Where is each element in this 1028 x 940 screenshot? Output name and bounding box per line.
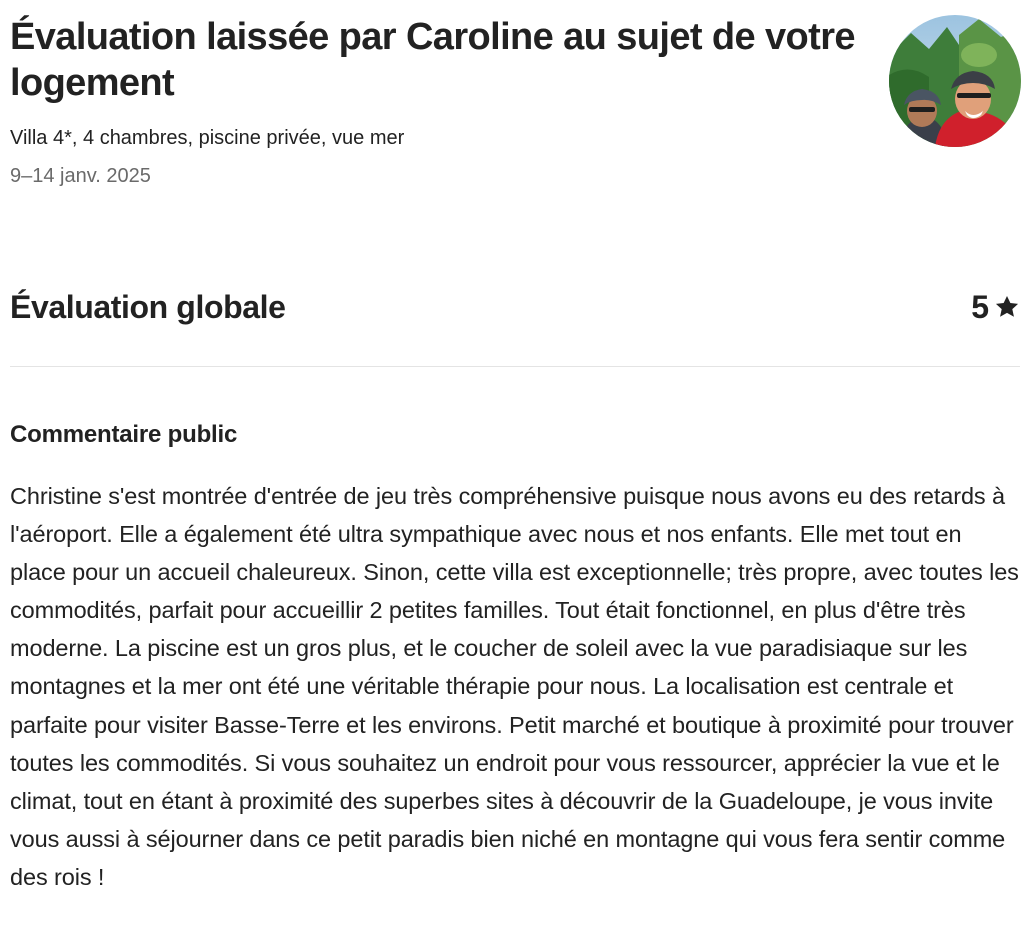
public-comment-heading: Commentaire public	[10, 421, 238, 448]
reviewer-avatar[interactable]	[889, 15, 1021, 147]
star-icon	[994, 294, 1020, 320]
reviewer-photo	[889, 15, 1021, 147]
rating-value: 5	[971, 289, 989, 325]
listing-name: Villa 4*, 4 chambres, piscine privée, vue mer	[10, 127, 405, 149]
page-title: Évaluation laissée par Caroline au sujet de votre logement	[10, 16, 855, 104]
overall-rating-title: Évaluation globale	[10, 289, 286, 325]
public-comment-text: Christine s'est montrée d'entrée de jeu très compréhensive puisque nous avons eu des retards à l'aéroport. Elle a également été ultra sympathique avec nous et nos enfants. Elle met tout en place pour un accueil chaleureux. Sinon, cette villa est exceptionnelle; très propre, avec toutes les commodités, parfait pour accueillir 2 petites familles. Tout était fonctionnel, en plus d'être très moderne. La piscine est un gros plus, et le coucher de soleil avec la vue paradisiaque sur les montagnes et la mer ont été une véritable thérapie pour nous. La localisation est centrale et parfaite pour visiter Basse-Terre et les environs. Petit marché et boutique à proximité pour trouver toutes les commodités. Si vous souhaitez un endroit pour vous ressourcer, apprécier la vue et le climat, tout en étant à proximité des superbes sites à découvrir de la Guadeloupe, je vous invite vous aussi à séjourner dans ce petit paradis bien niché en montagne qui vous fera sentir comme des rois !	[10, 483, 1019, 890]
section-divider	[10, 366, 1020, 367]
overall-rating-score	[971, 285, 1020, 329]
overall-rating	[10, 285, 1020, 329]
stay-dates: 9–14 janv. 2025	[10, 165, 151, 187]
review-header	[10, 14, 870, 189]
